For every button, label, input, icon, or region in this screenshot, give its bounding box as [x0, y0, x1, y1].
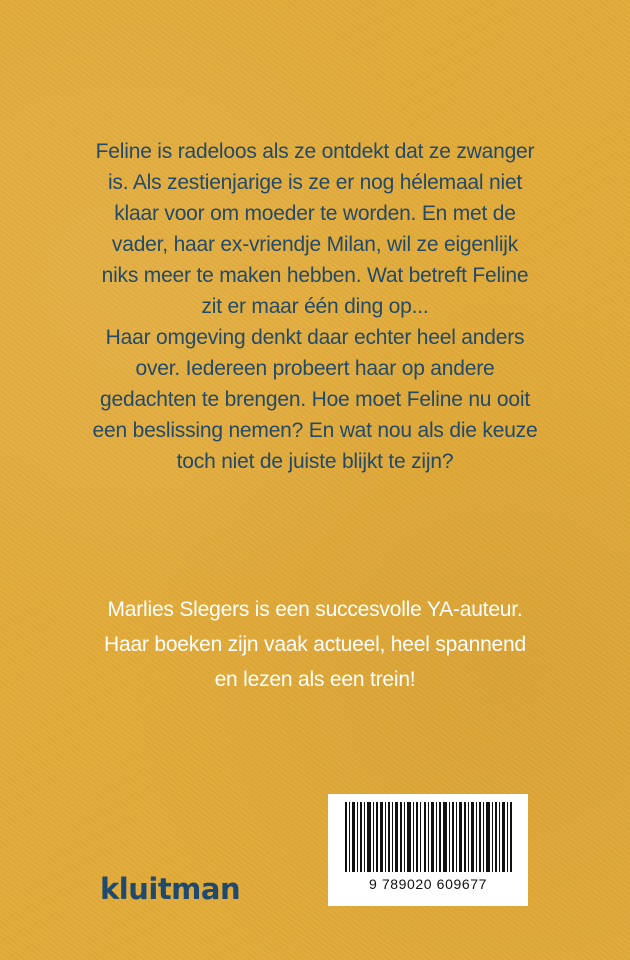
- blurb-line: een beslissing nemen? En wat nou als die keuze: [92, 419, 538, 442]
- barcode: [328, 794, 528, 906]
- blurb-line: over. Iedereen probeert haar op andere: [135, 357, 495, 380]
- blurb-line: Feline is radeloos als ze ontdekt dat ze zwanger: [95, 140, 535, 163]
- blurb-line: zit er maar één ding op...: [201, 295, 429, 318]
- blurb-line: niks meer te maken hebben. Wat betreft Feline: [101, 264, 529, 287]
- barcode-bars: [341, 802, 515, 872]
- isbn-number: 9 789020 609677: [369, 876, 487, 892]
- author-bio-line: Haar boeken zijn vaak actueel, heel spannend: [104, 633, 526, 656]
- author-bio-line: Marlies Slegers is een succesvolle YA-auteur.: [107, 598, 523, 621]
- blurb-text: [60, 136, 570, 477]
- blurb-line: vader, haar ex-vriendje Milan, wil ze eigenlijk: [111, 233, 519, 256]
- blurb-line: gedachten te brengen. Hoe moet Feline nu ooit: [100, 388, 530, 411]
- blurb-line: klaar voor om moeder te worden. En met de: [114, 202, 516, 225]
- publisher-logo: kluitman: [100, 872, 241, 906]
- blurb-line: Haar omgeving denkt daar echter heel anders: [105, 326, 525, 349]
- blurb-line: toch niet de juiste blijkt te zijn?: [176, 450, 454, 473]
- author-bio: [60, 592, 570, 697]
- blurb-line: is. Als zestienjarige is ze er nog hélemaal niet: [107, 171, 523, 194]
- author-bio-line: en lezen als een trein!: [214, 668, 416, 691]
